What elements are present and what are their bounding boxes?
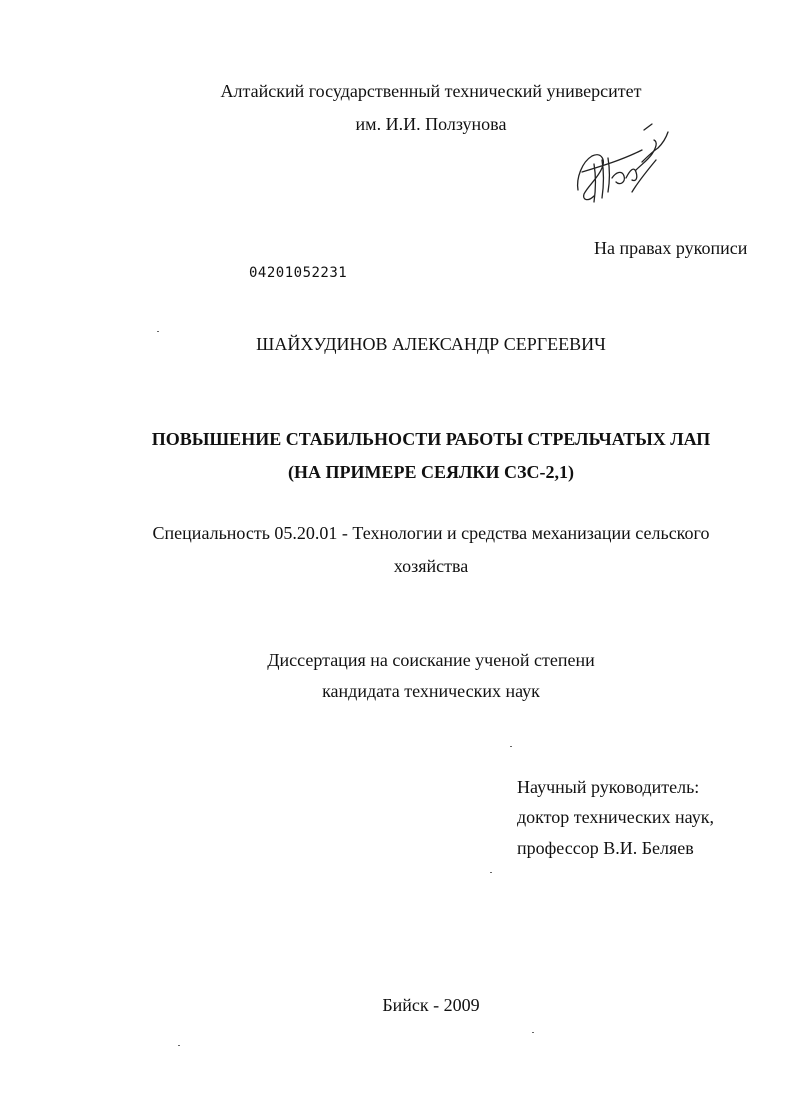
scan-speck [532, 1032, 534, 1033]
supervisor-name: профессор В.И. Беляев [517, 838, 694, 858]
degree-line2: кандидата технических наук [322, 681, 540, 701]
supervisor-label: Научный руководитель: [517, 777, 700, 797]
scan-speck [178, 1045, 180, 1046]
specialty-line1: Специальность 05.20.01 - Технологии и средства механизации сельского [152, 523, 710, 543]
author-name: ШАЙХУДИНОВ АЛЕКСАНДР СЕРГЕЕВИЧ [256, 334, 606, 354]
scan-speck [157, 331, 159, 332]
registration-number: 04201052231 [249, 265, 348, 281]
thesis-title-line1: ПОВЫШЕНИЕ СТАБИЛЬНОСТИ РАБОТЫ СТРЕЛЬЧАТЫХ ЛАП [151, 429, 711, 449]
city-year: Бийск - 2009 [382, 995, 480, 1015]
supervisor-degree: доктор технических наук, [517, 807, 714, 827]
signature-icon [572, 120, 672, 212]
university-name: Алтайский государственный технический университет [220, 81, 642, 101]
specialty-line2: хозяйства [393, 556, 469, 576]
thesis-title-line2: (НА ПРИМЕРЕ СЕЯЛКИ СЗС-2,1) [288, 462, 574, 482]
rights-note: На правах рукописи [594, 238, 748, 258]
scan-speck [510, 746, 512, 747]
university-named-after: им. И.И. Ползунова [355, 114, 507, 134]
scan-speck [490, 872, 492, 873]
degree-line1: Диссертация на соискание ученой степени [267, 650, 595, 670]
